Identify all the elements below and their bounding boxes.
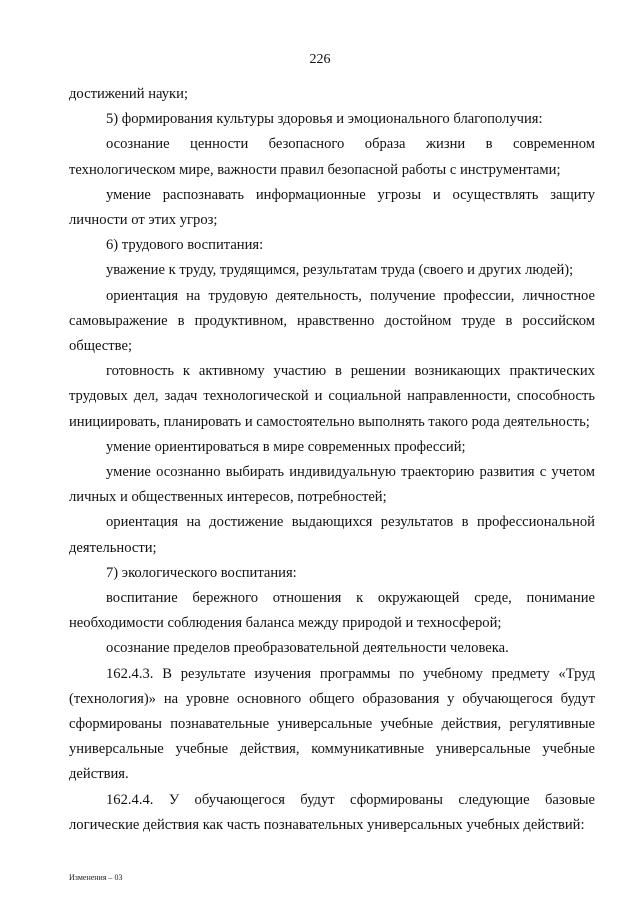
paragraph: умение осознанно выбирать индивидуальную траекторию развития с учетом личных и общественных интересов, потребностей; — [69, 464, 595, 506]
document-body — [69, 82, 595, 838]
paragraph: 6) трудового воспитания: — [106, 237, 264, 254]
paragraph: достижений науки; — [69, 86, 188, 102]
paragraph: воспитание бережного отношения к окружающей среде, понимание необходимости соблюдения баланса между природой и техносферой; — [69, 590, 595, 632]
footer-note: Изменения – 03 — [69, 873, 123, 882]
paragraph: умение ориентироваться в мире современных профессий; — [106, 438, 466, 455]
page-number: 226 — [309, 52, 331, 67]
paragraph: 162.4.3. В результате изучения программы по учебному предмету «Труд (технология)» на уровне основного общего образования у обучающегося будут сформированы познавательные универсальные учебные действия, регулятивные универсальные учебные действия, коммуникативные универсальные учебные действия. — [69, 665, 595, 783]
paragraph: уважение к труду, трудящимся, результатам труда (своего и других людей); — [106, 262, 574, 279]
paragraph: готовность к активному участию в решении возникающих практических трудовых дел, задач технологической и социальной направленности, способность инициировать, планировать и самостоятельно выполнять такого рода деятельность; — [69, 363, 595, 430]
paragraph: осознание ценности безопасного образа жизни в современном технологическом мире, важности правил безопасной работы с инструментами; — [69, 136, 595, 178]
paragraph: умение распознавать информационные угрозы и осуществлять защиту личности от этих угроз; — [69, 186, 595, 229]
paragraph: ориентация на достижение выдающихся результатов в профессиональной деятельности; — [69, 514, 595, 556]
paragraph: 5) формирования культуры здоровья и эмоционального благополучия: — [106, 111, 543, 128]
paragraph: 7) экологического воспитания: — [106, 564, 297, 581]
paragraph: ориентация на трудовую деятельность, получение профессии, личностное самовыражение в продуктивном, нравственно достойном труде в российском обществе; — [69, 287, 595, 355]
paragraph: 162.4.4. У обучающегося будут сформированы следующие базовые логические действия как часть познавательных универсальных учебных действий: — [69, 791, 595, 833]
paragraph: осознание пределов преобразовательной деятельности человека. — [106, 640, 509, 657]
